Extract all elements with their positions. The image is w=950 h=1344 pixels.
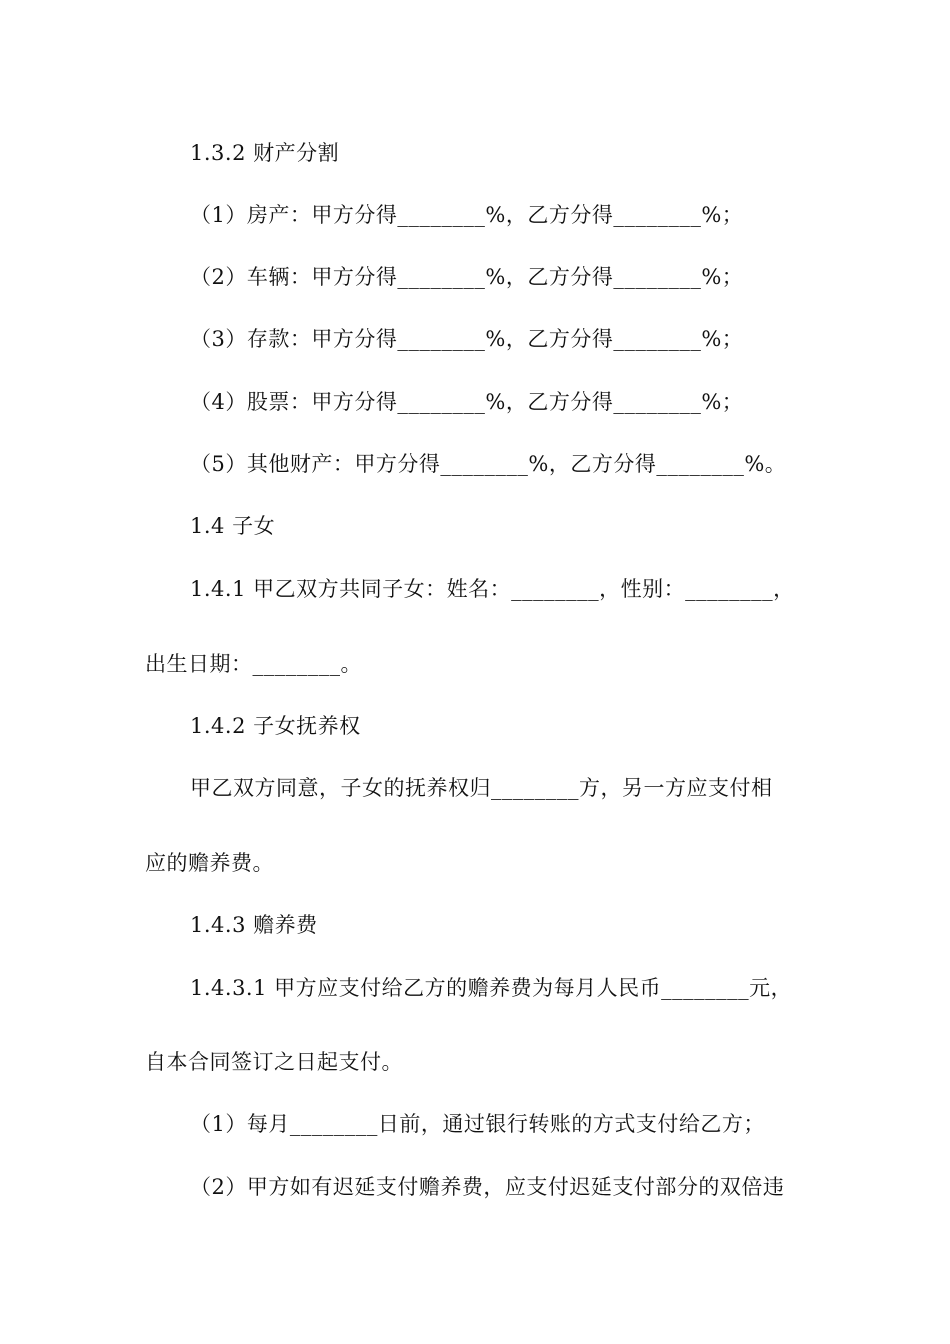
- children-info-line-1: 1.4.1 甲乙双方共同子女：姓名：________，性别：________，: [190, 577, 795, 601]
- children-info-line-2: 出生日期：________。: [145, 652, 362, 676]
- property-item-deposit: （3）存款：甲方分得________%，乙方分得________%；: [190, 327, 744, 351]
- property-item-vehicle: （2）车辆：甲方分得________%，乙方分得________%；: [190, 265, 744, 289]
- support-paragraph-line-1: 1.4.3.1 甲方应支付给乙方的赡养费为每月人民币________元，: [190, 976, 793, 1000]
- section-heading-property-division: 1.3.2 财产分割: [190, 141, 340, 165]
- custody-paragraph-line-2: 应的赡养费。: [145, 851, 274, 875]
- property-item-other: （5）其他财产：甲方分得________%，乙方分得________%。: [190, 452, 787, 476]
- property-item-stocks: （4）股票：甲方分得________%，乙方分得________%；: [190, 390, 744, 414]
- section-heading-custody: 1.4.2 子女抚养权: [190, 714, 361, 738]
- section-heading-support: 1.4.3 赡养费: [190, 913, 318, 937]
- support-item-2: （2）甲方如有迟延支付赡养费，应支付迟延支付部分的双倍违: [190, 1175, 785, 1199]
- support-paragraph-line-2: 自本合同签订之日起支付。: [145, 1050, 403, 1074]
- section-heading-children: 1.4 子女: [190, 514, 276, 538]
- property-item-house: （1）房产：甲方分得________%，乙方分得________%；: [190, 203, 744, 227]
- support-item-1: （1）每月________日前，通过银行转账的方式支付给乙方；: [190, 1112, 765, 1136]
- custody-paragraph-line-1: 甲乙双方同意，子女的抚养权归________方，另一方应支付相: [190, 776, 773, 800]
